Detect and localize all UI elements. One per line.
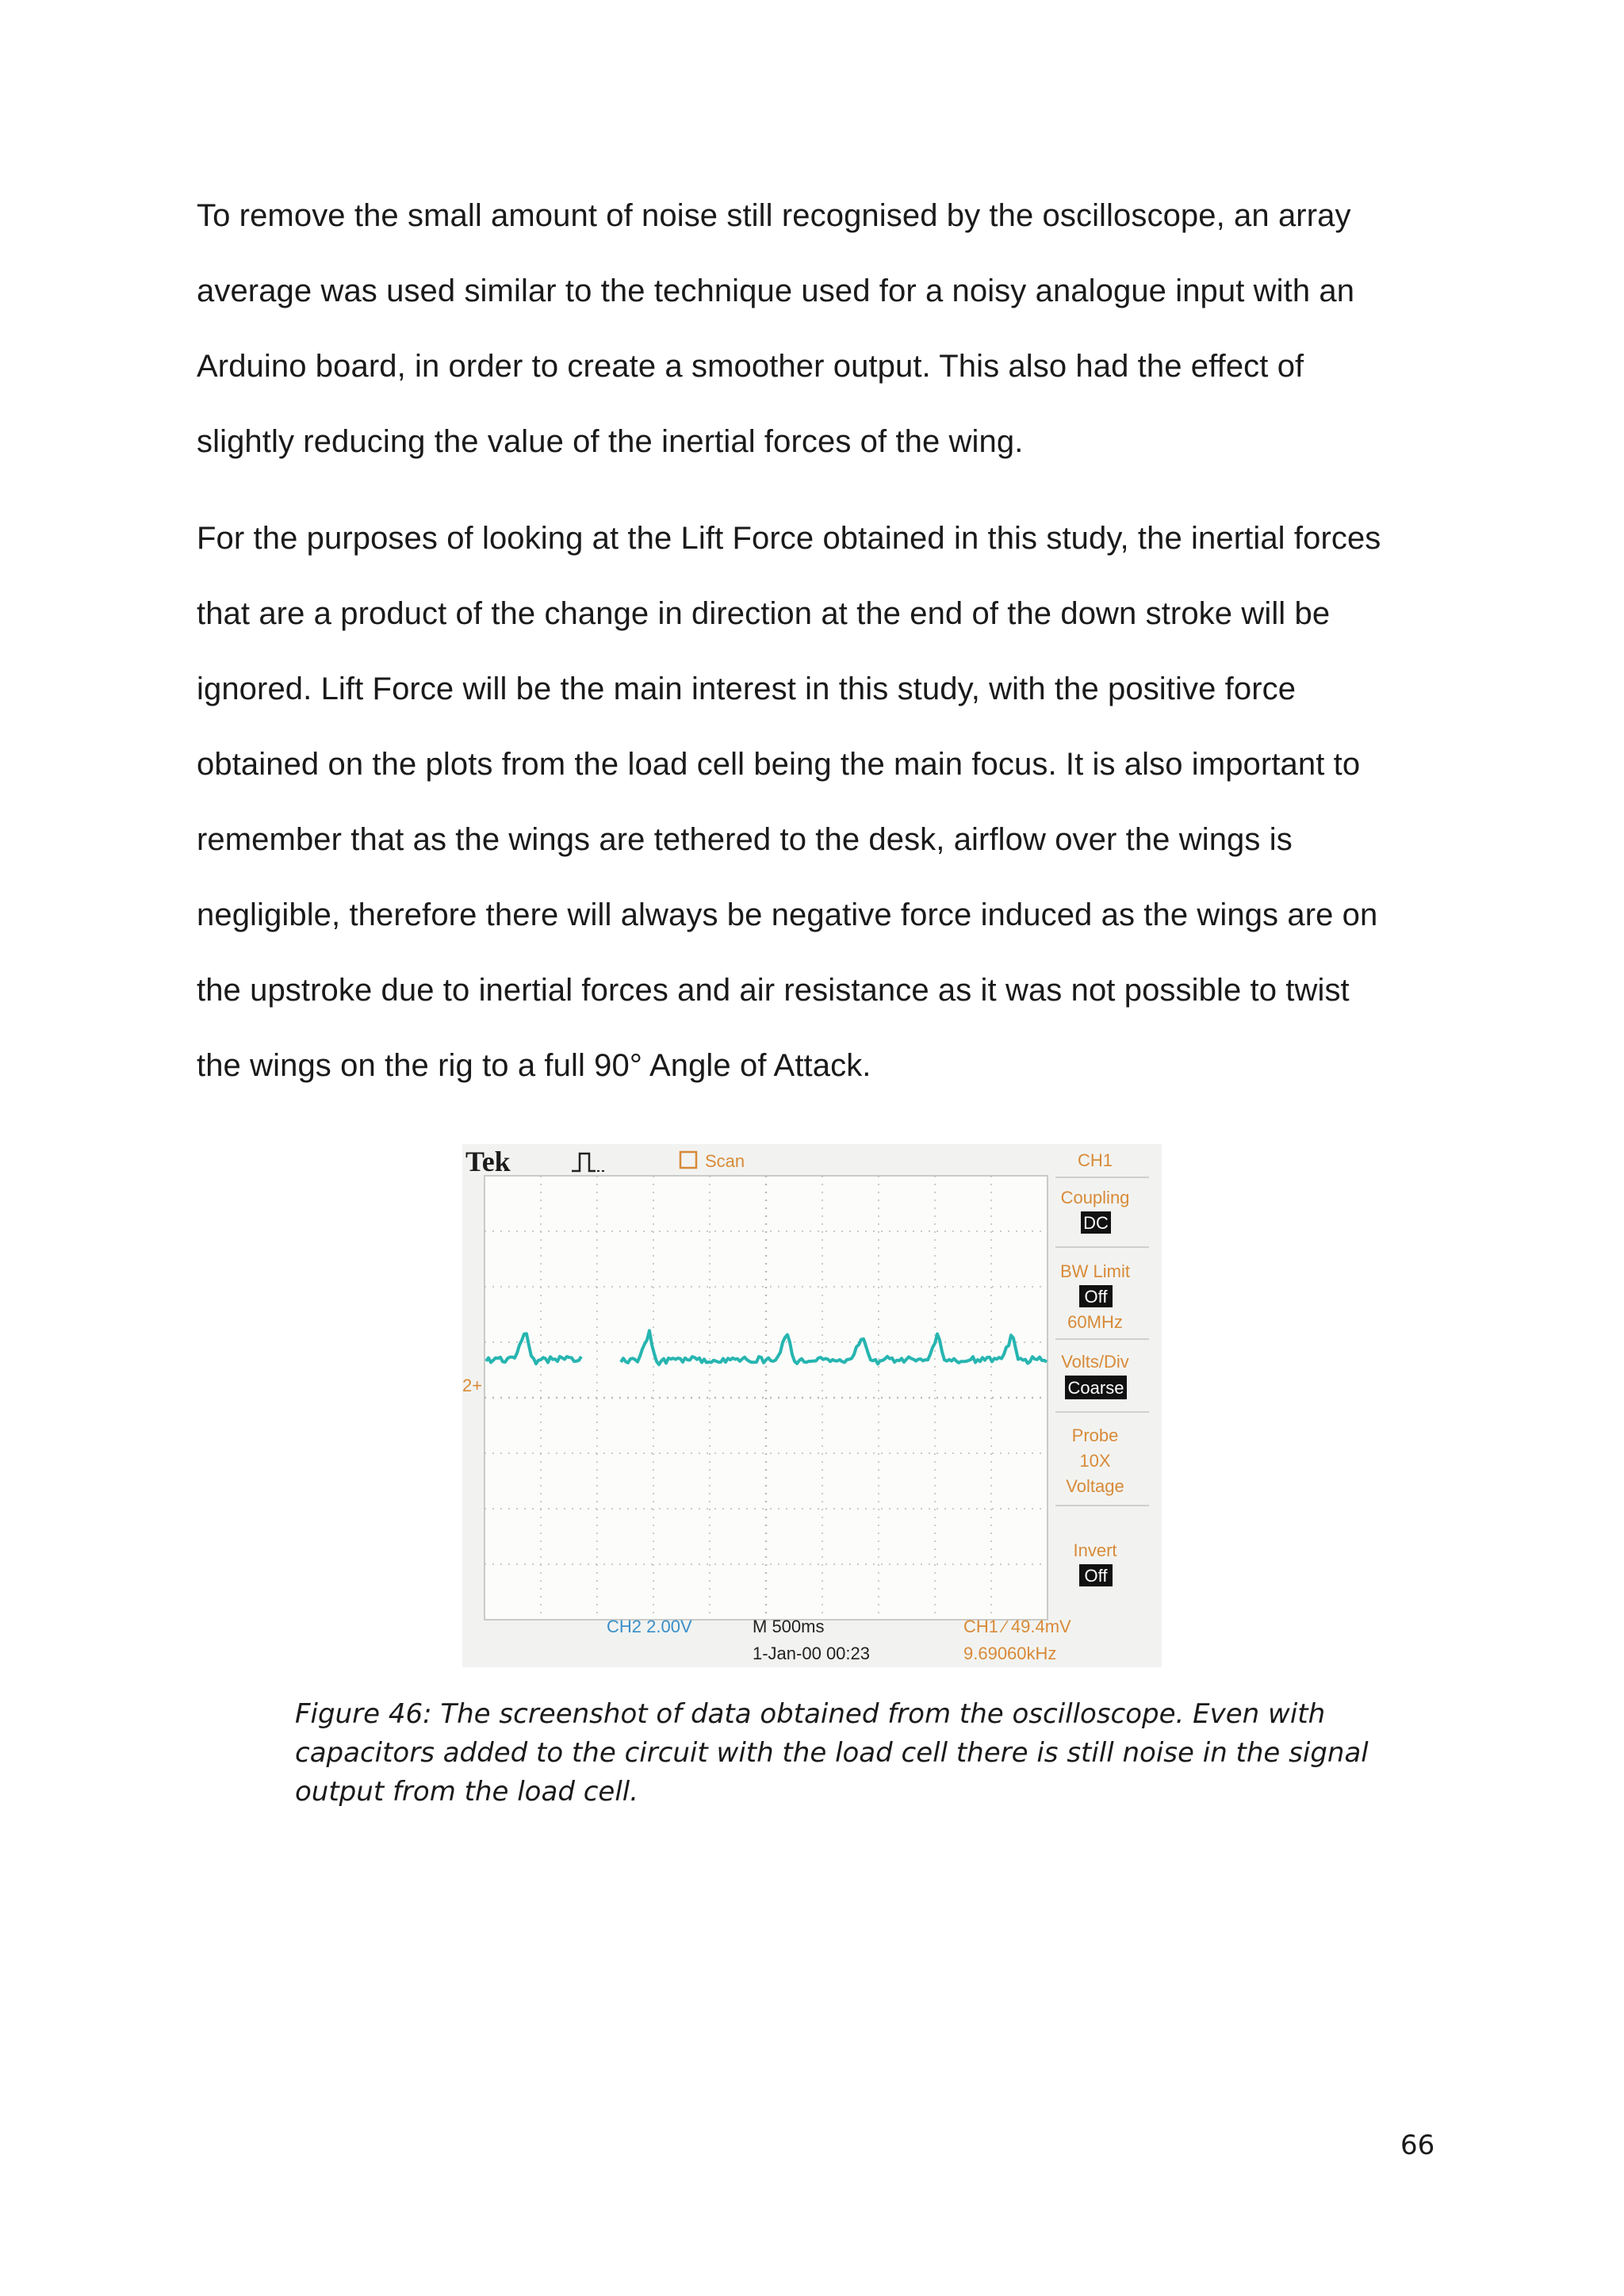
channel-label: CH1	[1077, 1150, 1113, 1170]
timebase: M 500ms	[753, 1617, 825, 1636]
text-line: remember that as the wings are tethered to the desk, airflow over the wings is	[197, 822, 1293, 857]
brand-label: Tek	[465, 1146, 511, 1177]
page-number: 66	[1400, 2130, 1435, 2161]
bw-limit-value: Off	[1084, 1287, 1108, 1307]
channel-marker: 2+	[462, 1376, 483, 1395]
coupling-value: DC	[1083, 1213, 1109, 1233]
text-line: To remove the small amount of noise still recognised by the oscilloscope, an array	[197, 198, 1351, 233]
oscilloscope-figure	[462, 1144, 1162, 1667]
datetime: 1-Jan-00 00:23	[753, 1644, 870, 1663]
volts-div-value: Coarse	[1067, 1378, 1124, 1398]
coupling-label: Coupling	[1060, 1188, 1130, 1207]
caption-line: output from the load cell.	[295, 1776, 639, 1808]
text-line: slightly reducing the value of the inertial forces of the wing.	[197, 424, 1024, 459]
text-line: that are a product of the change in direction at the end of the down stroke will be	[197, 596, 1331, 631]
invert-label: Invert	[1073, 1540, 1117, 1560]
probe-label: Probe	[1071, 1425, 1119, 1445]
oscilloscope-screenshot	[462, 1144, 1162, 1667]
text-line: the upstroke due to inertial forces and air resistance as it was not possible to twist	[197, 973, 1350, 1008]
bw-limit-frequency: 60MHz	[1067, 1312, 1123, 1332]
text-line: negligible, therefore there will always be negative force induced as the wings are on	[197, 897, 1378, 932]
ch2-scale: CH2 2.00V	[607, 1617, 692, 1636]
trigger-pulse-icon	[572, 1154, 596, 1171]
text-line: For the purposes of looking at the Lift Force obtained in this study, the inertial forces	[197, 521, 1381, 556]
text-line: average was used similar to the technique used for a noisy analogue input with an	[197, 274, 1355, 308]
frequency-readout: 9.69060kHz	[963, 1644, 1057, 1663]
caption-line: capacitors added to the circuit with the load cell there is still noise in the signal	[295, 1737, 1369, 1769]
probe-attenuation: 10X	[1079, 1451, 1111, 1471]
invert-value: Off	[1084, 1566, 1108, 1586]
probe-type: Voltage	[1066, 1476, 1124, 1496]
volts-div-label: Volts/Div	[1061, 1352, 1129, 1372]
text-line: ignored. Lift Force will be the main interest in this study, with the positive force	[197, 672, 1297, 706]
caption-line: Figure 46: The screenshot of data obtained from the oscilloscope. Even with	[295, 1698, 1326, 1730]
text-line: Arduino board, in order to create a smoother output. This also had the effect of	[197, 349, 1304, 384]
paragraph-1	[197, 178, 1434, 480]
text-line: obtained on the plots from the load cell being the main focus. It is also important to	[197, 747, 1361, 782]
scan-square-icon	[680, 1152, 696, 1168]
paragraph-2	[197, 501, 1434, 1104]
status-label: Scan	[705, 1151, 745, 1171]
figure-caption	[295, 1695, 1369, 1812]
trigger-level: CH1 ∕ 49.4mV	[963, 1617, 1071, 1636]
bw-limit-label: BW Limit	[1060, 1261, 1130, 1281]
text-line: the wings on the rig to a full 90° Angle of Attack.	[197, 1048, 871, 1083]
